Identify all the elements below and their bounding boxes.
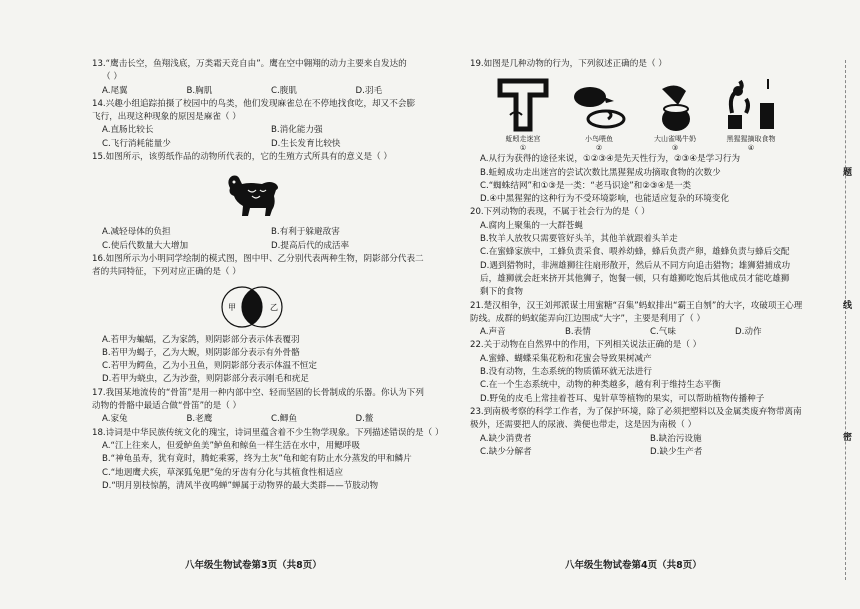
- q22-option-d: D.野兔的皮毛上常挂着苍耳、鬼针草等植物的果实，可以帮助植物传播种子: [480, 393, 765, 404]
- q14-option-c: C.飞行消耗能量少: [102, 138, 171, 149]
- q22-option-a: A.蜜蜂、蝴蝶采集花粉和花蜜会导致果树减产: [480, 353, 652, 364]
- q17-option-c: C.鲫鱼: [271, 414, 297, 425]
- figure-bird-fish: [564, 75, 634, 153]
- q20-option-d: D.遇到猎物时，非洲雄狮往往扇形散开，然后从不同方向追击猎物；雄狮猎捕成功: [480, 260, 791, 271]
- q20-stem: 20.下列动物的表现，不属于社会行为的是（ ）: [470, 207, 650, 218]
- q22-stem: 22.关于动物在自然界中的作用，下列相关说法正确的是（ ）: [470, 340, 702, 351]
- q14-options: [92, 124, 440, 151]
- q21-options: [470, 326, 820, 339]
- q21-stem2: 防线。成群的蚂蚁能弄向江边围成“大字”，主要是利用了（ ）: [470, 313, 706, 324]
- q17-stem2: 动物的骨骼中最适合做“骨笛”的是（ ）: [92, 401, 242, 412]
- q23-options: [470, 433, 820, 460]
- binding-char-3: 密: [842, 433, 852, 443]
- q19-figures: [488, 75, 820, 153]
- q15-option-b: B.有利于躲避敌害: [271, 227, 340, 238]
- q17-option-d: D.鳖: [355, 414, 374, 425]
- q16-option-b: B.若甲为蝎子，乙为大鲵，则阴影部分表示有外骨骼: [102, 347, 300, 358]
- figure-earthworm-maze: [488, 75, 558, 153]
- q21-option-b: B.表情: [565, 327, 591, 338]
- q15-options: [92, 226, 440, 253]
- q23-stem2: 极外，还需要把人的尿液、粪便也带走，这是因为南极（ ）: [470, 420, 697, 431]
- q21-option-a: A.声音: [480, 327, 506, 338]
- q13-option-b: B.胸肌: [186, 85, 213, 96]
- q18-option-b: B.“神龟虽寿，犹有竟时，腾蛇乘雾，终为土灰”龟和蛇有防止水分蒸发的甲和鳞片: [102, 454, 412, 465]
- q17-stem: 17.我国某地流传的“骨笛”是用一种内部中空、轻而坚固的长骨制成的乐器。你认为下列: [92, 387, 424, 398]
- q23-option-b: B.缺治污设施: [650, 433, 702, 444]
- q19-option-b: B.蚯蚓成功走出迷宫的尝试次数比黑猩猩成功摘取食物的次数少: [480, 167, 721, 178]
- figure-earthworm-num: ①: [519, 144, 527, 153]
- q13-option-a: A.尾翼: [102, 85, 128, 96]
- q17-option-b: B.老鹰: [186, 414, 213, 425]
- venn-label-yi: 乙: [270, 302, 278, 312]
- q22-option-b: B.没有动物，生态系统的物质循环就无法进行: [480, 367, 652, 378]
- q17-option-a: A.家兔: [102, 414, 128, 425]
- q18-option-d: D.“明月别枝惊鹊，清风半夜鸣蝉”蝉属于动物界的最大类群——节肢动物: [102, 480, 379, 491]
- q18-option-a: A.“江上往来人，但爱鲈鱼美”鲈鱼和鲸鱼一样生活在水中，用鳃呼吸: [102, 440, 360, 451]
- paper-cut-dog-image: [220, 170, 284, 220]
- q20-option-c: C.在蜜蜂家族中，工蜂负责采食、喂养幼蜂，蜂后负责产卵，雄蜂负责与蜂后交配: [480, 247, 790, 258]
- q19-option-a: A.从行为获得的途径来说，①②③④是先天性行为，②③④是学习行为: [480, 154, 741, 165]
- figure-tit-milk-num: ③: [671, 144, 679, 153]
- q17-options: [92, 413, 440, 426]
- figure-bird-fish-num: ②: [595, 144, 603, 153]
- q23-option-c: C.缺少分解者: [480, 446, 532, 457]
- q14-stem: 14.兴趣小组追踪拍摄了校园中的鸟类，他们发现麻雀总在不停地找食吃，却又不会膨: [92, 98, 416, 109]
- q18-stem: 18.诗词是中华民族传统文化的瑰宝，诗词里蕴含着不少生物学现象。下列描述错误的是（ ）: [92, 427, 444, 438]
- q16-stem2: 者的共同特征，下列对应正确的是（ ）: [92, 267, 241, 278]
- q13-options: [92, 85, 440, 98]
- q22-option-c: C.在一个生态系统中，动物的种类越多，越有利于维持生态平衡: [480, 380, 721, 391]
- q15-option-d: D.提高后代的成活率: [271, 240, 350, 251]
- venn-label-jia: 甲: [228, 302, 236, 312]
- q19-option-c: C.“蜘蛛结网”和①③是一类：“老马识途”和②③④是一类: [480, 180, 692, 191]
- figure-chimp-num: ④: [747, 144, 755, 153]
- figure-bird-fish-caption: 小鸟喂鱼: [585, 135, 613, 144]
- q14-stem2: 飞行，出现这种现象的原因是麻雀（ ）: [92, 112, 241, 123]
- binding-char-2: 线: [842, 301, 852, 311]
- binding-char-1: 题: [842, 168, 852, 178]
- q14-option-a: A.直肠比较长: [102, 125, 154, 136]
- q15-option-c: C.使后代数量大大增加: [102, 240, 189, 251]
- right-column: [470, 58, 820, 459]
- q16-option-c: C.若甲为鳄鱼，乙为小丑鱼，则阴影部分表示体温不恒定: [102, 361, 317, 372]
- figure-chimp-caption: 黑猩猩摘取食物: [726, 135, 776, 144]
- q16-option-a: A.若甲为蝙蝠，乙为家鸽，则阴影部分表示体表覆羽: [102, 334, 300, 345]
- q21-option-c: C.气味: [650, 327, 676, 338]
- venn-diagram: [212, 284, 292, 330]
- left-footer: 八年级生物试卷第3页（共8页）: [185, 560, 322, 571]
- q21-option-d: D.动作: [735, 327, 762, 338]
- left-column: [92, 58, 444, 493]
- q20-option-d-cont2: 剩下的食物: [480, 287, 523, 298]
- q15-option-a: A.减轻母体的负担: [102, 227, 171, 238]
- figure-tit-milk: [640, 75, 710, 153]
- q13-stem: 13.“鹰击长空，鱼翔浅底，万类霜天竞自由”。鹰在空中翱翔的动力主要来自发达的: [92, 59, 407, 69]
- q23-option-d: D.缺少生产者: [650, 446, 703, 457]
- q21-stem: 21.楚汉相争，汉王刘邦派谋士用蜜糖“召集”蚂蚁排出“霸王自刎”的大字，攻破项王心理: [470, 300, 803, 311]
- figure-chimp-food: [716, 75, 786, 153]
- q19-stem: 19.如图是几种动物的行为，下列叙述正确的是（ ）: [470, 59, 667, 69]
- figure-tit-milk-caption: 大山雀喝牛奶: [654, 135, 696, 144]
- q15-stem: 15.如图所示，该剪纸作品的动物所代表的，它的生殖方式所具有的意义是（ ）: [92, 152, 392, 163]
- q16-stem: 16.如图所示为小明同学绘制的模式图，图中甲、乙分别代表两种生物，阴影部分代表二: [92, 253, 424, 264]
- q13-paren: （ ）: [102, 72, 122, 83]
- right-footer: 八年级生物试卷第4页（共8页）: [565, 560, 702, 571]
- q20-option-a: A.腐肉上聚集的一大群苍蝇: [480, 220, 583, 231]
- q14-option-b: B.消化能力强: [271, 125, 323, 136]
- figure-earthworm-caption: 蚯蚓走迷宫: [505, 135, 541, 144]
- q23-option-a: A.缺少消费者: [480, 433, 532, 444]
- q13-option-d: D.羽毛: [355, 85, 383, 96]
- q16-option-d: D.若甲为蛲虫，乙为沙蚕，则阴影部分表示刚毛和疣足: [102, 374, 310, 385]
- q18-option-c: C.“地迥鹰犬疾，草深狐兔肥”兔的牙齿有分化与其植食性相适应: [102, 467, 344, 478]
- q23-stem: 23.到南极考察的科学工作者，为了保护环境，除了必须把塑料以及金属类废弃物带离南: [470, 406, 802, 417]
- q20-option-b: B.牧羊人放牧只需要管好头羊，其他羊就跟着头羊走: [480, 234, 678, 245]
- q20-option-d-cont1: 后，雄狮就会赶来挤开其他狮子，饱餐一顿，只有雄狮吃饱后其他成员才能吃雄狮: [480, 273, 790, 284]
- q19-option-d: D.④中黑猩猩的这种行为不受环境影响，也能适应复杂的环境变化: [480, 194, 730, 205]
- q13-option-c: C.腹肌: [271, 85, 297, 96]
- binding-line: [845, 60, 846, 580]
- q14-option-d: D.生长发育比较快: [271, 138, 341, 149]
